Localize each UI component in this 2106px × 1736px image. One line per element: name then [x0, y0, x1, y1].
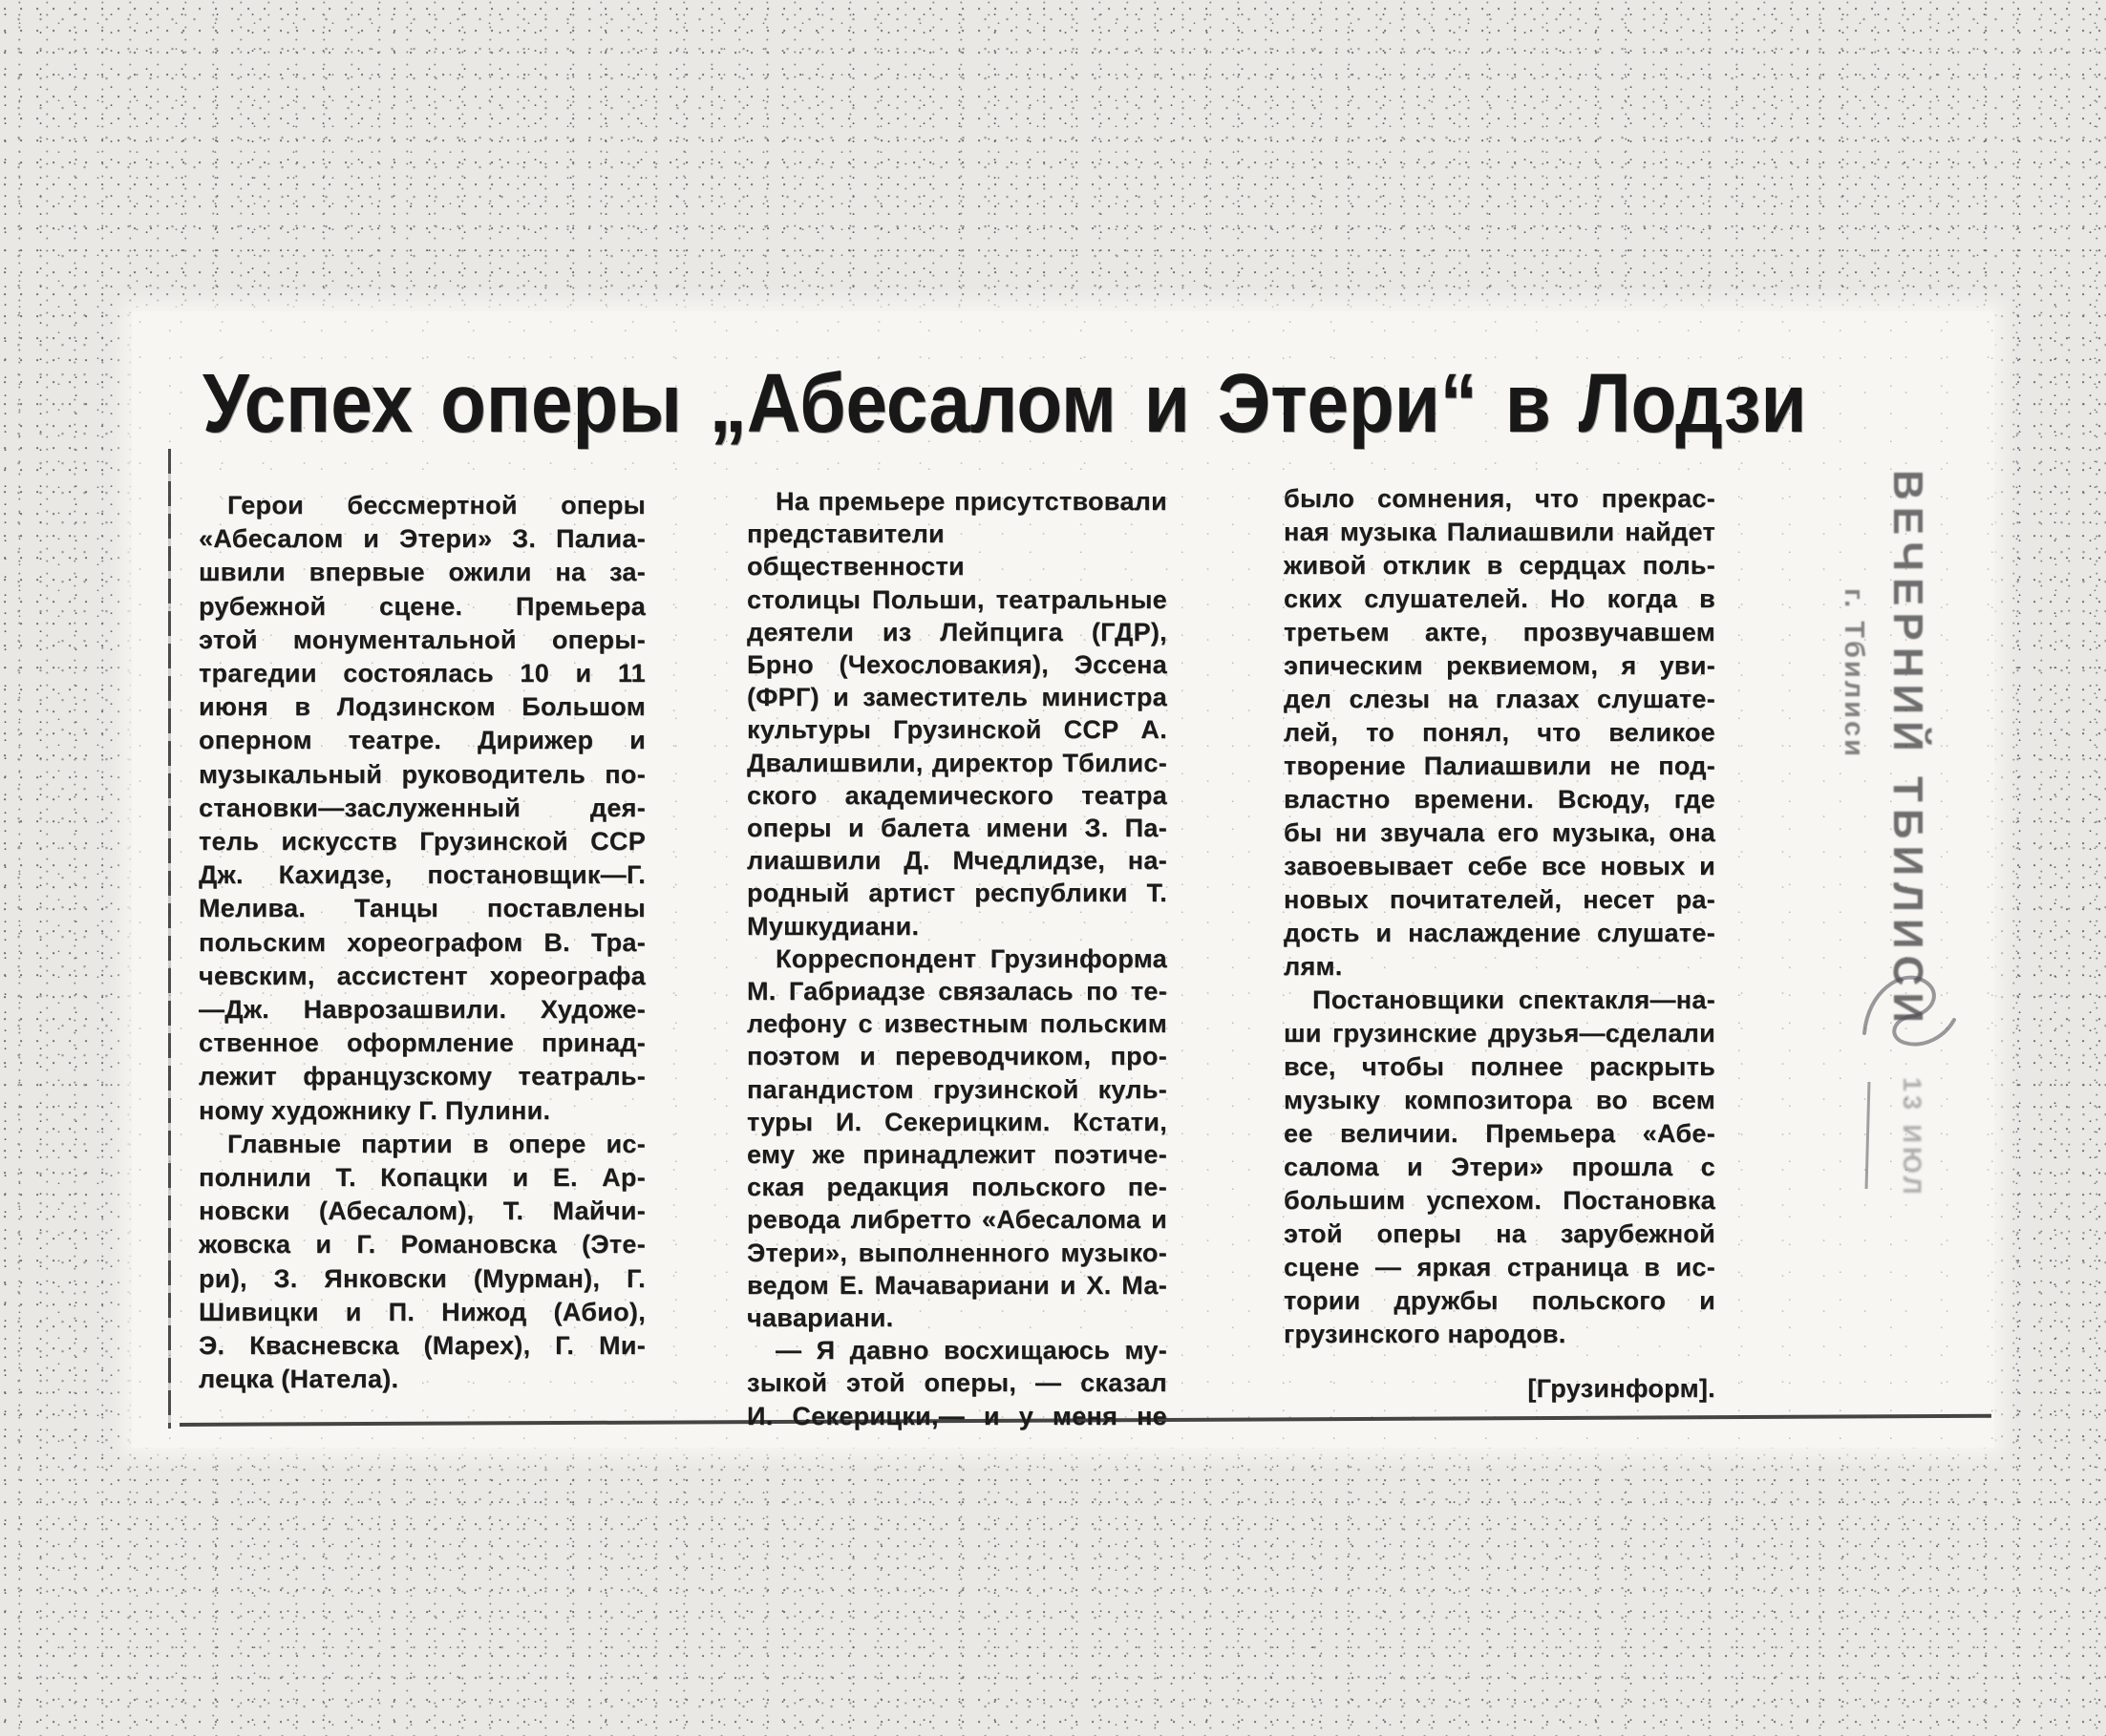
- article-line: ревода либретто «Абесалома и: [747, 1205, 1167, 1235]
- article-line: лей, то понял, что великое: [1284, 718, 1715, 747]
- article-line: властно времени. Всюду, где: [1284, 785, 1715, 814]
- article-line: —Дж. Наврозашвили. Художе-: [199, 995, 646, 1025]
- article-line: польским хореографом В. Тра-: [199, 927, 646, 957]
- article-line: Корреспондент Грузинформа: [776, 943, 1167, 973]
- article-line: завоевывает себе все новых и: [1284, 852, 1715, 880]
- article-line: — Я давно восхищаюсь му-: [776, 1336, 1167, 1366]
- article-line: трагедии состоялась 10 и 11: [199, 659, 646, 688]
- article-line: лефону с известным польским: [747, 1009, 1167, 1039]
- article-line: зыкой этой оперы, — сказал: [747, 1368, 1167, 1398]
- article-line: салома и Этери» прошла с: [1284, 1153, 1715, 1181]
- article-line: живой отклик в сердцах поль-: [1284, 551, 1715, 580]
- article-line: тории дружбы польского и: [1284, 1286, 1715, 1315]
- article-line: оперы и балета имени З. Па-: [747, 814, 1167, 843]
- article-line: культуры Грузинской ССР А.: [747, 715, 1167, 745]
- article-column-1: [199, 489, 646, 1396]
- article-line: пагандистом грузинской куль-: [747, 1074, 1167, 1104]
- article-line: «Абесалом и Этери» З. Палиа-: [199, 524, 646, 554]
- article-line: швили впервые ожили на за-: [199, 558, 646, 587]
- article-line: музыкальный руководитель по-: [199, 759, 646, 789]
- clipping-left-border: [168, 449, 171, 1429]
- article-line: лям.: [1284, 952, 1343, 981]
- article-line: этой монументальной оперы-: [199, 625, 646, 654]
- article-line: лецка (Натела).: [199, 1365, 399, 1394]
- article-line: Мелива. Танцы поставлены: [199, 894, 646, 923]
- article-line: Шивицки и П. Нижод (Абио),: [199, 1297, 646, 1326]
- article-line: творение Палиашвили не под-: [1284, 752, 1715, 780]
- article-line: Этери», выполненного музыко-: [747, 1238, 1167, 1267]
- article-line: лежит французскому театраль-: [199, 1062, 646, 1091]
- article-line: этой оперы на зарубежной: [1284, 1219, 1715, 1248]
- article-line: столицы Польши, театральные: [747, 584, 1167, 614]
- article-line: ская редакция польского пе-: [747, 1173, 1167, 1202]
- article-line: полнили Т. Копацки и Е. Ар-: [199, 1163, 646, 1193]
- article-line: становки—заслуженный дея-: [199, 793, 646, 822]
- article-line: На премьере присутствовали: [776, 487, 1167, 516]
- article-line: дел слезы на глазах слушате-: [1284, 685, 1715, 713]
- city-stamp: г. Тбилиси: [1839, 588, 1869, 759]
- article-line: туры И. Секерицким. Кстати,: [747, 1107, 1167, 1136]
- article-line: бы ни звучала его музыка, она: [1284, 818, 1715, 847]
- article-line: Двалишвили, директор Тбилис-: [747, 748, 1167, 777]
- article-column-3: [1284, 482, 1715, 1406]
- article-line: сцене — яркая страница в ис-: [1284, 1253, 1715, 1281]
- article-line: ная музыка Палиашвили найдет: [1284, 518, 1715, 546]
- article-line: Постановщики спектакля—на-: [1312, 985, 1715, 1014]
- article-line: Главные партии в опере ис-: [227, 1129, 646, 1158]
- article-line: деятели из Лейпцига (ГДР),: [747, 617, 1167, 646]
- article-line: родный артист республики Т.: [747, 879, 1167, 908]
- article-line: ши грузинские друзья—сделали: [1284, 1019, 1715, 1048]
- article-line: музыку композитора во всем: [1284, 1086, 1715, 1114]
- article-line: ному художнику Г. Пулини.: [199, 1095, 551, 1125]
- article-line: ственное оформление принад-: [199, 1028, 646, 1058]
- article-line: И. Секерицки,— и у меня не: [747, 1401, 1167, 1430]
- article-line: (ФРГ) и заместитель министра: [747, 683, 1167, 712]
- article-line: большим успехом. Постановка: [1284, 1186, 1715, 1215]
- article-line: жовска и Г. Романовска (Эте-: [199, 1230, 646, 1260]
- article-line: новски (Абесалом), Т. Майчи-: [199, 1196, 646, 1226]
- article-line: лиашвили Д. Мчедлидзе, на-: [747, 846, 1167, 876]
- article-line: Мушкудиани.: [747, 911, 920, 941]
- newspaper-name-stamp: ВЕЧЕРНИЙ ТБИЛИСИ: [1884, 470, 1931, 1030]
- article-line: Герои бессмертной оперы: [227, 491, 646, 519]
- article-line: новых почитателей, несет ра-: [1284, 885, 1715, 914]
- article-line: Э. Квасневска (Марех), Г. Ми-: [199, 1331, 646, 1361]
- article-line: поэтом и переводчиком, про-: [747, 1042, 1167, 1071]
- article-line: ее величии. Премьера «Абе-: [1284, 1119, 1715, 1148]
- article-line: Брно (Чехословакия), Эссена: [747, 650, 1167, 680]
- article-line: ских слушателей. Но когда в: [1284, 584, 1715, 613]
- article-line: чевским, ассистент хореографа: [199, 961, 646, 990]
- article-line: [Грузинформ].: [1527, 1374, 1715, 1403]
- article-line: все, чтобы полнее раскрыть: [1284, 1052, 1715, 1081]
- article-line: оперном театре. Дирижер и: [199, 726, 646, 755]
- article-line: представители общественности: [747, 519, 965, 582]
- handwriting-mark: [1851, 953, 1975, 1077]
- article-column-2: [747, 485, 1167, 1432]
- article-line: М. Габриадзе связалась по те-: [747, 977, 1167, 1006]
- article-line: ведом Е. Мачавариани и Х. Ма-: [747, 1270, 1167, 1300]
- article-line: Дж. Кахидзе, постановщик—Г.: [199, 860, 646, 890]
- article-line: ему же принадлежит поэтиче-: [747, 1140, 1167, 1170]
- article-line: ри), З. Янковски (Мурман), Г.: [199, 1263, 646, 1293]
- article-line: третьем акте, прозвучавшем: [1284, 618, 1715, 646]
- article-line: было сомнения, что прекрас-: [1284, 484, 1715, 513]
- article-headline: Успех оперы „Абесалом и Этери“ в Лодзи: [202, 356, 1807, 450]
- article-line: рубежной сцене. Премьера: [199, 591, 646, 621]
- article-line: июня в Лодзинском Большом: [199, 692, 646, 722]
- date-stamp: 13 ИЮЛ: [1898, 1077, 1926, 1198]
- article-line: дость и наслаждение слушате-: [1284, 919, 1715, 947]
- article-line: чавариани.: [747, 1303, 894, 1333]
- article-line: грузинского народов.: [1284, 1320, 1566, 1348]
- article-line: тель искусств Грузинской ССР: [199, 827, 646, 857]
- article-line: эпическим реквиемом, я уви-: [1284, 651, 1715, 680]
- article-line: ского академического театра: [747, 780, 1167, 810]
